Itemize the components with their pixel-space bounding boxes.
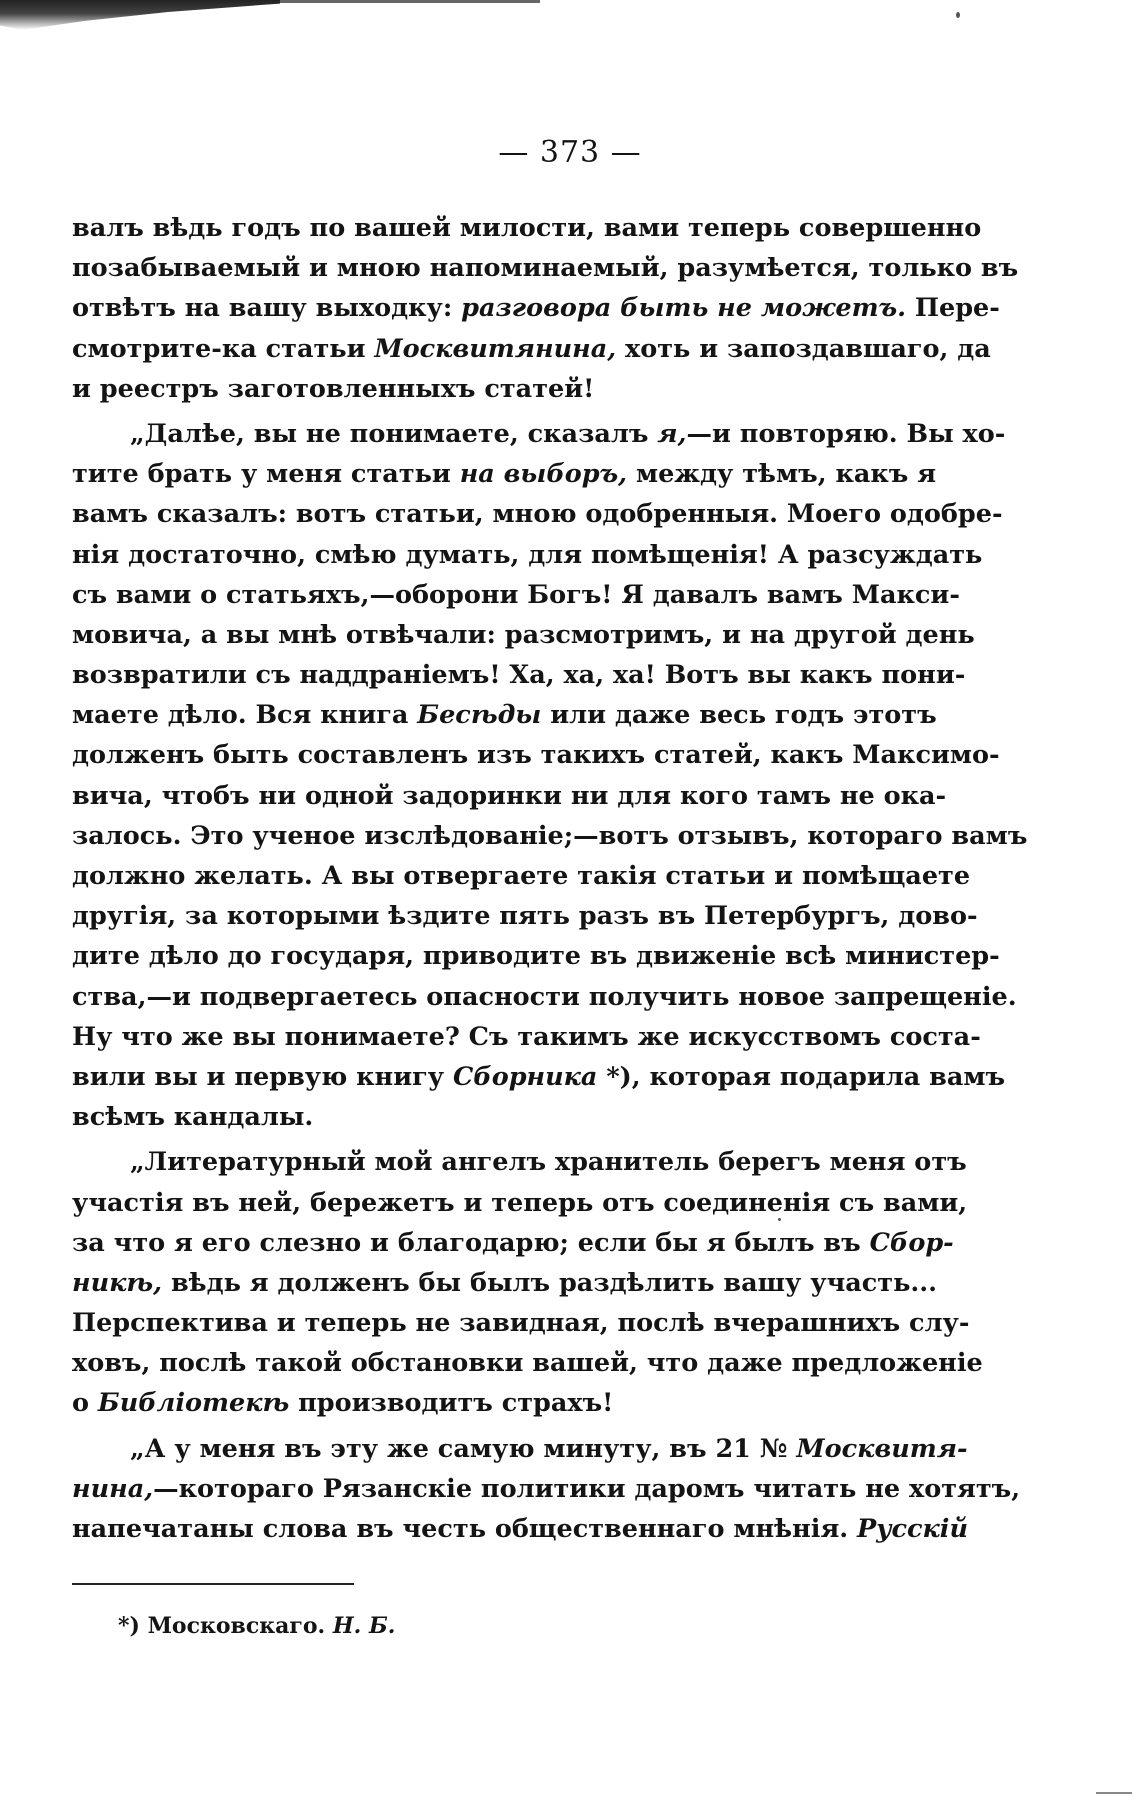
paragraph-start: „Литературный мой ангелъ хранитель берегъ меня отъ: [130, 1147, 967, 1178]
italic-phrase: никѣ,: [72, 1267, 163, 1298]
footnote-rule: [72, 1583, 354, 1585]
text-line: Ну что же вы понимаете? Съ такимъ же искусствомъ соста-: [72, 1021, 981, 1052]
text-line: тите брать у меня статьи на выборъ, между тѣмъ, какъ я: [72, 459, 937, 490]
text-line: возвратили съ наддраніемъ! Ха, ха, ха! Вотъ вы какъ пони-: [72, 660, 966, 691]
italic-phrase: Бесѣды: [417, 700, 542, 731]
text-line: нія достаточно, смѣю думать, для помѣщенія! А разсуждать: [72, 539, 983, 570]
text-line: съ вами о статьяхъ,—оборони Богъ! Я давалъ вамъ Макси-: [72, 579, 960, 610]
text-line: вича, чтобъ ни одной задоринки ни для кого тамъ не ока-: [72, 780, 947, 811]
italic-phrase: Сбор-: [869, 1227, 954, 1258]
italic-phrase: я,: [657, 418, 687, 449]
text-line: другія, за которыми ѣздите пять разъ въ Петербургъ, дово-: [72, 901, 978, 932]
scan-edge-smudge: [0, 0, 280, 30]
text-line: Перспектива и теперь не завидная, послѣ вчерашнихъ слу-: [72, 1308, 970, 1339]
italic-phrase: нина,: [72, 1473, 154, 1504]
text-line: дите дѣло до государя, приводите въ движеніе всѣ министер-: [72, 941, 1000, 972]
text-line: должно желать. А вы отвергаете такія статьи и помѣщаете: [72, 861, 971, 891]
text-line: нина,—котораго Рязанскіе политики даромъ читать не хотятъ,: [72, 1473, 1021, 1504]
text-line: ства,—и подвергаетесь опасности получить новое запрещеніе.: [72, 981, 1017, 1012]
page-number: — 373 —: [498, 135, 642, 170]
text-line: напечатаны слова въ честь общественнаго мнѣнія. Русскій: [72, 1514, 969, 1544]
italic-phrase: Сборника: [452, 1061, 598, 1092]
text-line: за что я его слезно и благодарю; если бы я былъ въ Сбор-: [72, 1227, 954, 1258]
text-line: всѣмъ кандалы.: [72, 1102, 314, 1133]
scan-speck: [1096, 1792, 1132, 1794]
italic-phrase: Библіотекѣ: [97, 1388, 290, 1419]
scan-speck: [778, 1218, 781, 1221]
text-line: о Библіотекѣ производитъ страхъ!: [72, 1388, 614, 1419]
text-line: валъ вѣдь годъ по вашей милости, вами теперь совершенно: [72, 213, 982, 243]
italic-phrase: разговора быть не можетъ.: [461, 293, 907, 324]
text-line: залось. Это ученое изслѣдованіе;—вотъ отзывъ, котораго вамъ: [72, 820, 1028, 851]
footnote-text: *) Московскаго.: [118, 1613, 326, 1639]
text-line: вили вы и первую книгу Сборника *), которая подарила вамъ: [72, 1061, 1006, 1092]
text-line: отвѣтъ на вашу выходку: разговора быть не можетъ. Пере-: [72, 293, 1000, 324]
text-line: ховъ, послѣ такой обстановки вашей, что даже предложеніе: [72, 1348, 983, 1379]
text-line: долженъ быть составленъ изъ такихъ статей, какъ Максимо-: [72, 740, 1000, 771]
italic-phrase: Москвитянина,: [374, 333, 617, 364]
text-line: вамъ сказалъ: вотъ статьи, мною одобренныя. Моего одобре-: [72, 499, 1003, 530]
text-line: мовича, а вы мнѣ отвѣчали: разсмотримъ, и на другой день: [72, 619, 975, 650]
italic-phrase: на выборъ,: [459, 459, 628, 490]
footnote: [118, 1612, 395, 1640]
text-line: никѣ, вѣдь я долженъ бы былъ раздѣлить вашу участь...: [72, 1267, 938, 1298]
italic-phrase: Москвитя-: [796, 1433, 968, 1464]
text-line: позабываемый и мною напоминаемый, разумѣется, только въ: [72, 253, 1019, 284]
italic-phrase: Русскій: [857, 1514, 969, 1544]
body-text: [72, 208, 1028, 1549]
scan-edge-line: [280, 0, 540, 3]
text-line: смотрите-ка статьи Москвитянина, хоть и запоздавшаго, да: [72, 333, 991, 364]
text-line: маете дѣло. Вся книга Бесѣды или даже весь годъ этотъ: [72, 700, 937, 731]
text-line: участія въ ней, бережетъ и теперь отъ соединенія съ вами,: [72, 1187, 968, 1218]
paragraph-start: „Далѣе, вы не понимаете, сказалъ я,—и повторяю. Вы хо-: [130, 418, 1006, 449]
text-line: и реестръ заготовленныхъ статей!: [72, 373, 595, 404]
scan-speck: [956, 12, 960, 18]
paragraph-start: „А у меня въ эту же самую минуту, въ 21 № Москвитя-: [130, 1433, 968, 1464]
footnote-signature: Н. Б.: [332, 1613, 396, 1639]
